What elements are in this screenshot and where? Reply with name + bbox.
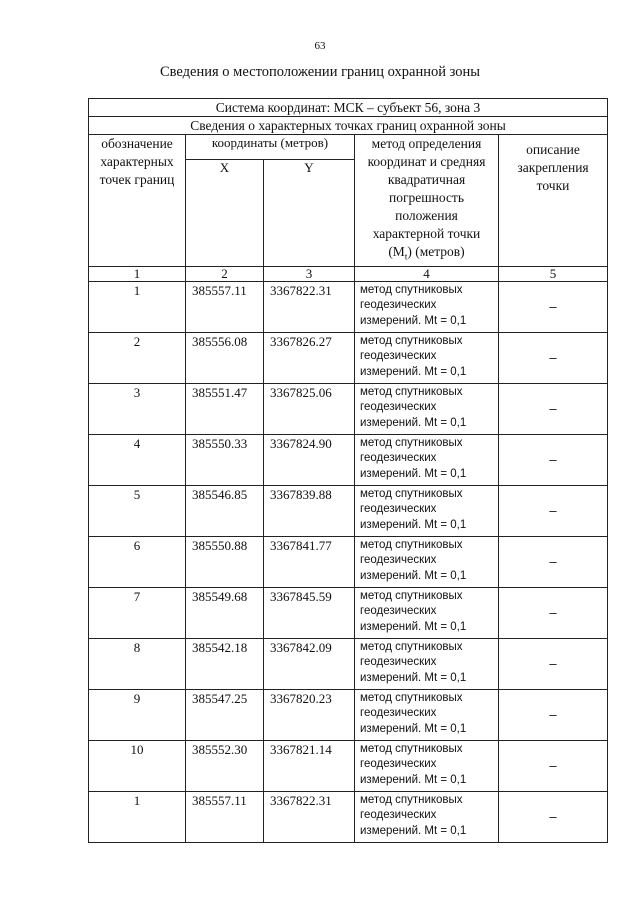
y-coordinate-cell: 3367822.31 [264, 791, 355, 842]
x-coordinate-cell: 385557.11 [186, 791, 264, 842]
method-cell: метод спутниковых геодезических измерений. Mt = 0,1 [355, 587, 499, 638]
method-cell: метод спутниковых геодезических измерений. Mt = 0,1 [355, 536, 499, 587]
method-cell: метод спутниковых геодезических измерений. Mt = 0,1 [355, 332, 499, 383]
header-method [355, 135, 499, 267]
table-row [89, 383, 608, 434]
x-coordinate-cell: 385542.18 [186, 638, 264, 689]
header-designation: обозначение характерных точек границ [89, 135, 186, 267]
description-cell: – [499, 740, 608, 791]
column-number: 3 [264, 266, 355, 281]
table-row [89, 434, 608, 485]
header-coordinates: координаты (метров) [186, 135, 355, 160]
column-number: 4 [355, 266, 499, 281]
page-title: Сведения о местоположении границ охранной зоны [159, 64, 480, 80]
method-cell: метод спутниковых геодезических измерений. Mt = 0,1 [355, 689, 499, 740]
x-coordinate-cell: 385551.47 [186, 383, 264, 434]
description-cell: – [499, 638, 608, 689]
table-row [89, 740, 608, 791]
point-cell: 3 [89, 383, 186, 434]
description-cell: – [499, 281, 608, 332]
header-method-units: ) (метров) [407, 244, 465, 259]
table-row [89, 638, 608, 689]
y-coordinate-cell: 3367820.23 [264, 689, 355, 740]
description-cell: – [499, 332, 608, 383]
header-description: описание закрепления точки [499, 135, 608, 267]
table-row [89, 689, 608, 740]
point-cell: 4 [89, 434, 186, 485]
description-cell: – [499, 536, 608, 587]
method-cell: метод спутниковых геодезических измерений. Mt = 0,1 [355, 740, 499, 791]
description-cell: – [499, 383, 608, 434]
method-cell: метод спутниковых геодезических измерений. Mt = 0,1 [355, 485, 499, 536]
description-cell: – [499, 791, 608, 842]
x-coordinate-cell: 385549.68 [186, 587, 264, 638]
x-coordinate-cell: 385546.85 [186, 485, 264, 536]
column-number: 2 [186, 266, 264, 281]
method-cell: метод спутниковых геодезических измерений. Mt = 0,1 [355, 383, 499, 434]
y-coordinate-cell: 3367839.88 [264, 485, 355, 536]
y-coordinate-cell: 3367845.59 [264, 587, 355, 638]
x-coordinate-cell: 385552.30 [186, 740, 264, 791]
table-row [89, 281, 608, 332]
method-cell: метод спутниковых геодезических измерений. Mt = 0,1 [355, 791, 499, 842]
table-row [89, 791, 608, 842]
boundary-points-table [88, 98, 608, 843]
table-body [89, 281, 608, 842]
table-row [89, 485, 608, 536]
header-method-mt: (M [388, 244, 405, 259]
column-numbers-row [89, 266, 608, 281]
description-cell: – [499, 689, 608, 740]
point-cell: 10 [89, 740, 186, 791]
x-coordinate-cell: 385550.88 [186, 536, 264, 587]
x-coordinate-cell: 385556.08 [186, 332, 264, 383]
y-coordinate-cell: 3367821.14 [264, 740, 355, 791]
table-row [89, 332, 608, 383]
method-cell: метод спутниковых геодезических измерений. Mt = 0,1 [355, 281, 499, 332]
header-method-sub: t [404, 251, 408, 262]
y-coordinate-cell: 3367842.09 [264, 638, 355, 689]
point-cell: 7 [89, 587, 186, 638]
description-cell: – [499, 587, 608, 638]
page-number: 63 [314, 40, 326, 52]
coordinate-system-cell: Система координат: МСК – субъект 56, зона 3 [89, 99, 608, 117]
header-method-text: метод определения координат и средняя квадратичная погрешность положения характерной точки [367, 136, 486, 241]
point-cell: 6 [89, 536, 186, 587]
header-y: Y [264, 159, 355, 266]
section-title-cell: Сведения о характерных точках границ охранной зоны [89, 117, 608, 135]
point-cell: 1 [89, 281, 186, 332]
table-header [89, 99, 608, 267]
column-numbers [89, 266, 608, 281]
column-number: 5 [499, 266, 608, 281]
y-coordinate-cell: 3367825.06 [264, 383, 355, 434]
method-cell: метод спутниковых геодезических измерений. Mt = 0,1 [355, 434, 499, 485]
point-cell: 8 [89, 638, 186, 689]
y-coordinate-cell: 3367841.77 [264, 536, 355, 587]
point-cell: 5 [89, 485, 186, 536]
y-coordinate-cell: 3367822.31 [264, 281, 355, 332]
point-cell: 2 [89, 332, 186, 383]
y-coordinate-cell: 3367824.90 [264, 434, 355, 485]
x-coordinate-cell: 385557.11 [186, 281, 264, 332]
method-cell: метод спутниковых геодезических измерений. Mt = 0,1 [355, 638, 499, 689]
description-cell: – [499, 434, 608, 485]
y-coordinate-cell: 3367826.27 [264, 332, 355, 383]
x-coordinate-cell: 385547.25 [186, 689, 264, 740]
point-cell: 9 [89, 689, 186, 740]
point-cell: 1 [89, 791, 186, 842]
x-coordinate-cell: 385550.33 [186, 434, 264, 485]
column-number: 1 [89, 266, 186, 281]
table-row [89, 536, 608, 587]
header-x: X [186, 159, 264, 266]
description-cell: – [499, 485, 608, 536]
table-row [89, 587, 608, 638]
